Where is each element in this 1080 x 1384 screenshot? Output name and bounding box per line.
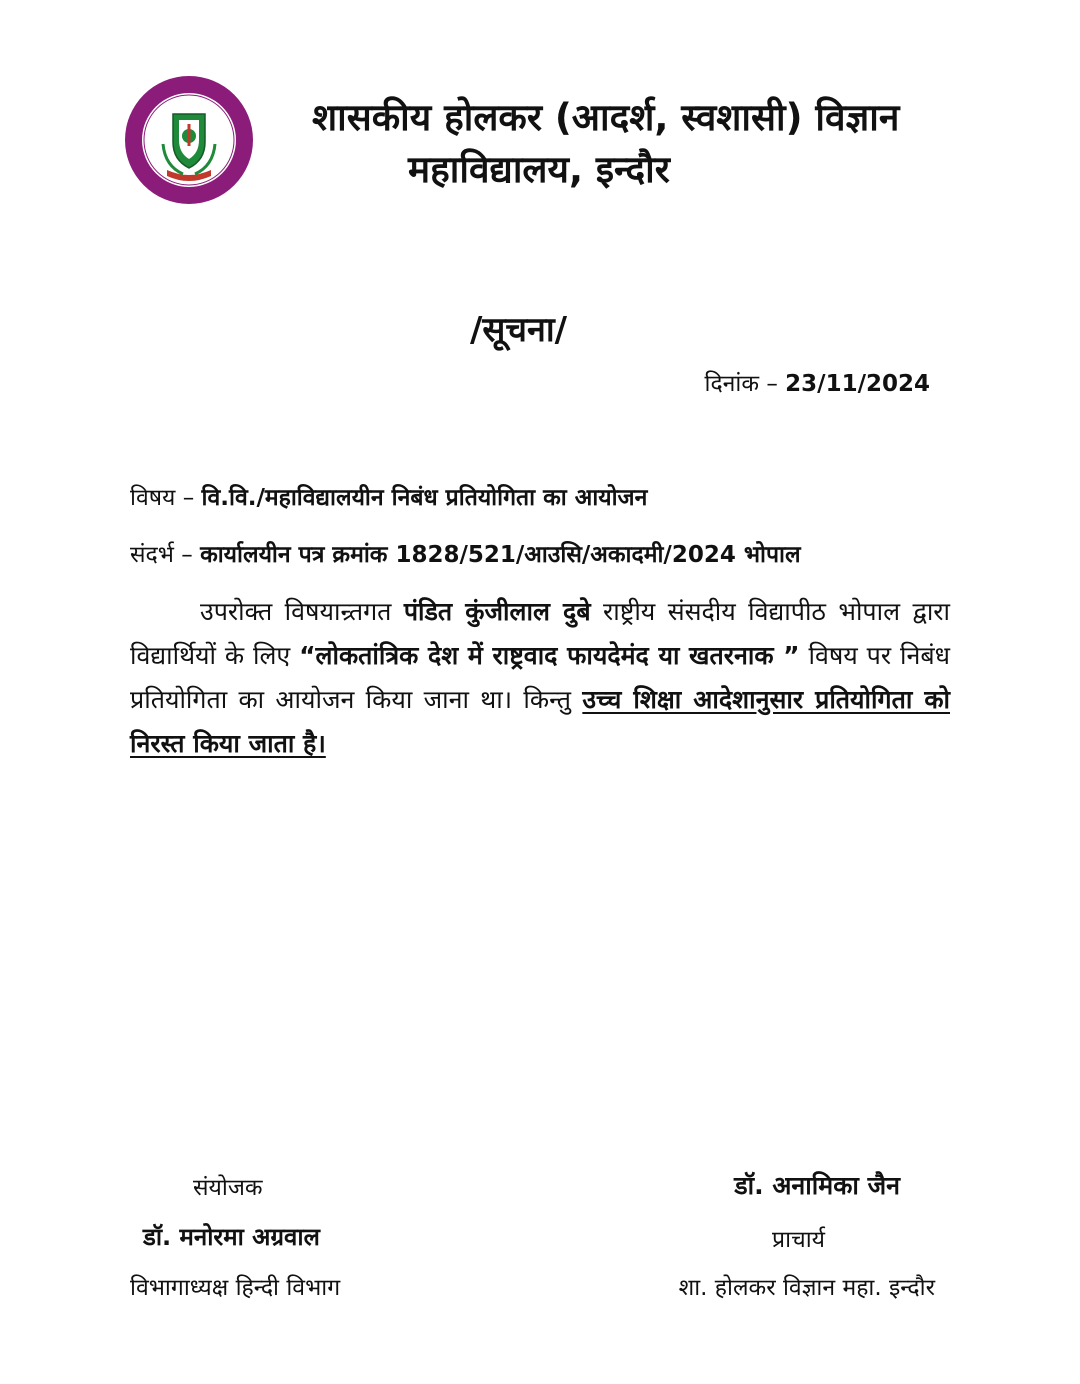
subject-label: विषय – bbox=[130, 485, 195, 511]
body-continuation: विषय पर निबंध प्रतियोगिता का आयोजन किया जाना था। किन्तु bbox=[130, 641, 950, 714]
subject-line bbox=[130, 480, 647, 512]
principal-name: डॉ. अनामिका जैन bbox=[734, 1171, 900, 1200]
date-label: दिनांक – bbox=[704, 371, 778, 397]
subject-value: वि.वि./महाविद्यालयीन निबंध प्रतियोगिता का आयोजन bbox=[201, 485, 648, 511]
college-logo bbox=[123, 74, 255, 206]
reference-line bbox=[130, 537, 801, 569]
institution-name-line1: शासकीय होलकर (आदर्श, स्वशासी) विज्ञान bbox=[312, 96, 900, 139]
body-essay-topic: “लोकतांत्रिक देश में राष्ट्रवाद फायदेमंद या खतरनाक ” bbox=[299, 641, 800, 670]
principal-role: प्राचार्य bbox=[772, 1227, 825, 1253]
body-cancellation-notice: उच्च शिक्षा आदेशानुसार प्रतियोगिता को निरस्त किया जाता है। bbox=[130, 685, 951, 758]
institution-name-line2: महाविद्यालय, इन्दौर bbox=[408, 148, 670, 191]
reference-value: कार्यालयीन पत्र क्रमांक 1828/521/आउसि/अकादमी/2024 भोपाल bbox=[200, 542, 801, 568]
notice-body bbox=[130, 590, 950, 766]
convenor-name: डॉ. मनोरमा अग्रवाल bbox=[143, 1223, 320, 1251]
college-seal-icon bbox=[123, 74, 255, 206]
body-organizer-person: पंडित कुंजीलाल दुबे bbox=[403, 597, 591, 626]
principal-institution: शा. होलकर विज्ञान महा. इन्दौर bbox=[678, 1275, 935, 1301]
body-intro: उपरोक्त विषयान्र्तगत bbox=[200, 597, 404, 626]
reference-label: संदर्भ – bbox=[130, 542, 193, 568]
body-organizer-text: राष्ट्रीय संसदीय विद्यापीठ भोपाल द्वारा विद्यार्थियों के लिए bbox=[130, 597, 950, 670]
date-value: 23/11/2024 bbox=[785, 371, 930, 397]
notice-date bbox=[704, 366, 930, 398]
convenor-role: संयोजक bbox=[193, 1175, 263, 1201]
convenor-department: विभागाध्यक्ष हिन्दी विभाग bbox=[130, 1275, 341, 1301]
notice-title: /सूचना/ bbox=[470, 310, 568, 350]
